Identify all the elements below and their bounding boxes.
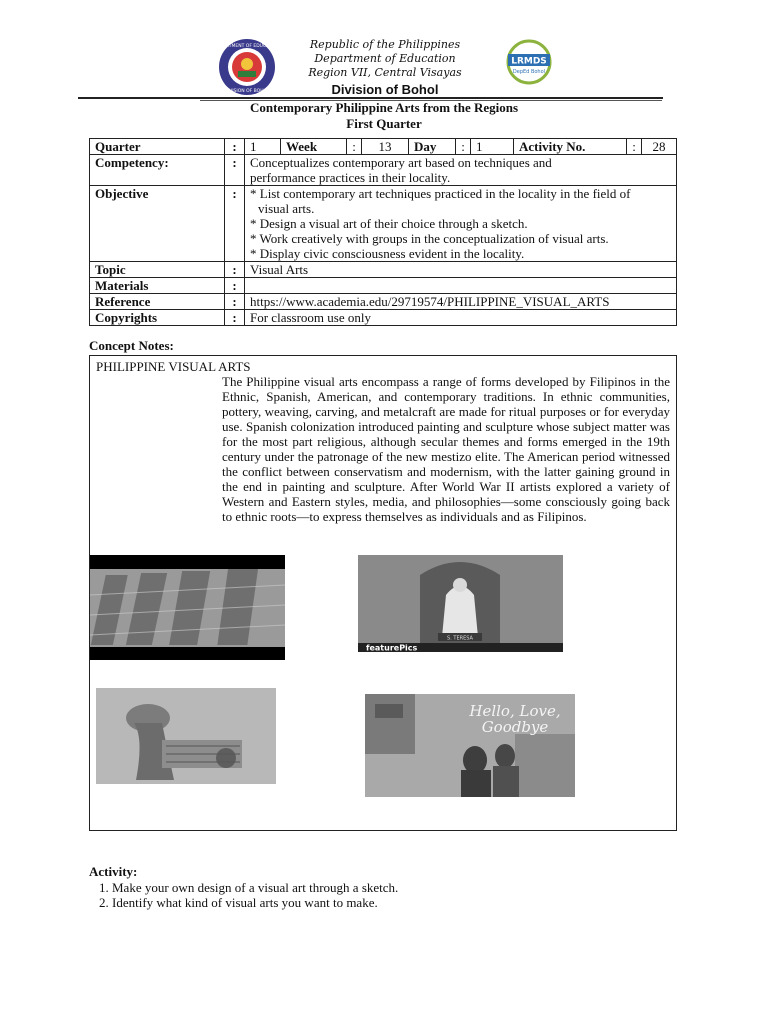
info-table xyxy=(89,138,677,326)
materials-label: Materials xyxy=(90,278,225,294)
statue-plaque-text: S. TERESA xyxy=(447,635,473,642)
seal-text-top: DEPARTMENT OF EDUCATION xyxy=(214,44,280,49)
copyrights-value: For classroom use only xyxy=(245,310,677,326)
day-label: Day xyxy=(409,139,456,154)
objective-list xyxy=(245,186,677,262)
concept-heading: PHILIPPINE VISUAL ARTS xyxy=(96,359,251,374)
objective-item: * Display civic consciousness evident in the locality. xyxy=(250,246,525,261)
colon: : xyxy=(456,139,471,154)
copyrights-row xyxy=(90,310,677,326)
objective-row xyxy=(90,186,677,262)
colon: : xyxy=(225,310,245,326)
division-line: Division of Bohol xyxy=(331,82,439,97)
concept-notes-label: Concept Notes: xyxy=(89,338,174,353)
activity-item: 1. Make your own design of a visual art through a sketch. xyxy=(112,880,672,895)
photo-watermark: featurePics xyxy=(366,643,418,653)
header-lines xyxy=(270,38,500,80)
concept-notes-box xyxy=(89,355,677,831)
competency-row xyxy=(90,155,677,186)
poster-title-line2: Goodbye xyxy=(481,718,549,736)
concept-body: The Philippine visual arts encompass a range of forms developed by Filipinos in the Ethnic, Spanish, American, and contemporary traditions. In ethnic communities, pottery, weaving, carving, and metalcraft are made for ritual purposes or for everyday use. Spanish colonization introduced painting and sculpture whose subject matter was for the most part religious, although secular themes and forms emerged in the 19th century under the patronage of the new mestizo elite. The American period witnessed the conflict between conservatism and modernism, with the latter gaining ground in the end in painting and sculpture. After World War II artists explored a variety of Western and Eastern styles, media, and philosophies—some consciously going back to ethnic roots—to express themselves as individuals and as Filipinos. xyxy=(222,374,670,524)
objective-item: * Design a visual art of their choice through a sketch. xyxy=(250,216,528,231)
quarter-title: First Quarter xyxy=(346,116,422,131)
colon: : xyxy=(225,186,245,262)
activity-item: 2. Identify what kind of visual arts you want to make. xyxy=(112,895,672,910)
department-line: Department of Education xyxy=(314,52,456,65)
colon: : xyxy=(225,139,245,155)
objective-item: visual arts. xyxy=(258,201,315,216)
day-value: 1 xyxy=(471,139,514,154)
document-title: Contemporary Philippine Arts from the Regions xyxy=(249,100,519,115)
colon: : xyxy=(225,278,245,294)
activity-label: Activity: xyxy=(89,864,138,879)
saint-statue-photo xyxy=(358,555,563,652)
week-value: 13 xyxy=(362,139,409,154)
activity-no-label: Activity No. xyxy=(514,139,627,154)
quarter-label: Quarter xyxy=(90,139,225,155)
reference-value: https://www.academia.edu/29719574/PHILIPPINE_VISUAL_ARTS xyxy=(245,294,677,310)
lrmds-logo-text: LRMDS xyxy=(511,56,547,67)
deped-seal-logo xyxy=(214,38,280,96)
quarter-row xyxy=(90,139,677,155)
objective-label: Objective xyxy=(90,186,225,262)
header-rule xyxy=(78,97,663,99)
reference-row xyxy=(90,294,677,310)
copyrights-label: Copyrights xyxy=(90,310,225,326)
activity-no-value: 28 xyxy=(652,139,666,154)
lrmds-logo xyxy=(495,40,565,84)
sculpture-woman-photo xyxy=(96,688,276,784)
colon: : xyxy=(225,155,245,186)
quarter-value: 1 xyxy=(245,139,281,154)
colon: : xyxy=(225,294,245,310)
materials-value xyxy=(245,278,677,294)
seal-text-bottom: DIVISION OF BOHOL xyxy=(224,89,270,94)
weaving-photo xyxy=(90,555,285,660)
document-header xyxy=(0,34,768,104)
colon: : xyxy=(627,139,642,154)
objective-item: * Work creatively with groups in the conceptualization of visual arts. xyxy=(250,231,609,246)
activity-list xyxy=(90,880,672,910)
colon: : xyxy=(347,139,362,154)
materials-row xyxy=(90,278,677,294)
topic-value: Visual Arts xyxy=(245,262,677,278)
reference-label: Reference xyxy=(90,294,225,310)
republic-line: Republic of the Philippines xyxy=(309,38,461,51)
poster-title-line1: Hello, Love, xyxy=(469,702,561,720)
region-line: Region VII, Central Visayas xyxy=(308,66,462,79)
movie-poster-photo xyxy=(365,694,575,797)
topic-label: Topic xyxy=(90,262,225,278)
topic-row xyxy=(90,262,677,278)
colon: : xyxy=(225,262,245,278)
competency-label: Competency: xyxy=(90,155,225,186)
objective-item: * List contemporary art techniques practiced in the locality in the field of xyxy=(250,186,631,201)
lrmds-logo-subtext: DepEd Bohol xyxy=(512,69,546,75)
week-label: Week xyxy=(281,139,347,154)
schedule-subtable xyxy=(245,139,676,154)
competency-value: Conceptualizes contemporary art based on techniques and performance practices in their locality. xyxy=(245,155,677,186)
